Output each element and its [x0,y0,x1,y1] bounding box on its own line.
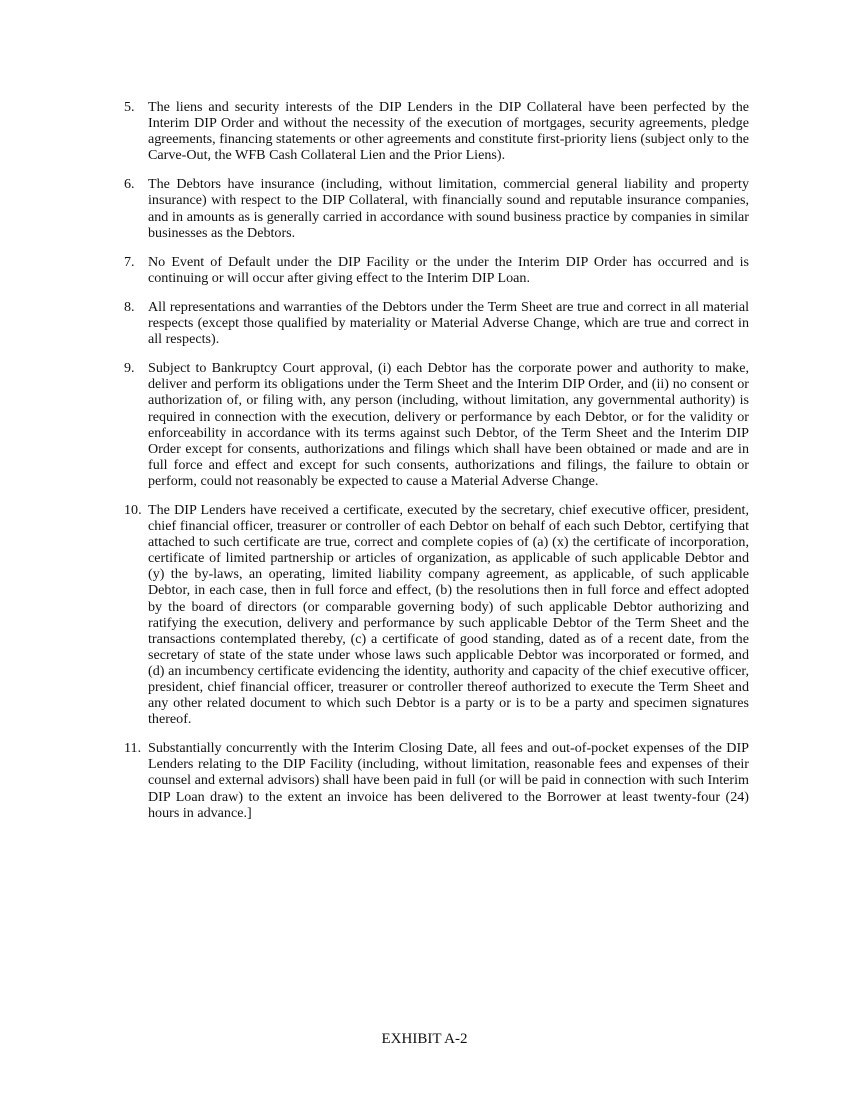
clause-text: Subject to Bankruptcy Court approval, (i) each Debtor has the corporate power and authority to make, deliver and perform its obligations under the Term Sheet and the Interim DIP Order, and (ii) no consent or authorization of, or filing with, any person (including, without limitation, any governmental authority) is required in connection with the execution, delivery or performance by each Debtor, or for the validity or enforceability in accordance with its terms against such Debtor, of the Term Sheet and the Interim DIP Order except for consents, authorizations and filings which shall have been obtained or made and are in full force and effect and except for such consents, authorizations and filings, the failure to obtain or perform, could not reasonably be expected to cause a Material Adverse Change. [148,360,749,489]
clause-11 [124,740,749,820]
clause-5 [124,99,749,163]
clause-text: The liens and security interests of the DIP Lenders in the DIP Collateral have been perfected by the Interim DIP Order and without the necessity of the execution of mortgages, security agreements, pledge agreements, financing statements or other agreements and constitute first-priority liens (subject only to the Carve-Out, the WFB Cash Collateral Lien and the Prior Liens). [148,99,749,164]
clause-number: 8. [124,298,135,315]
clause-number: 6. [124,176,135,193]
clause-9 [124,360,749,489]
clause-text: The DIP Lenders have received a certificate, executed by the secretary, chief executive officer, president, chief financial officer, treasurer or controller of each Debtor on behalf of each such Debtor, certifying that attached to such certificate are true, correct and complete copies of (a) (x) the certificate of incorporation, certificate of limited partnership or articles of organization, as applicable of such applicable Debtor and (y) the by-laws, an operating, limited liability company agreement, as applicable, of such applicable Debtor, in each case, then in full force and effect, (b) the resolutions then in full force and effect adopted by the board of directors (or comparable governing body) of such applicable Debtor authorizing and ratifying the execution, delivery and performance by such applicable Debtor of the Term Sheet and the transactions contemplated thereby, (c) a certificate of good standing, dated as of a recent date, from the secretary of state of the state under whose laws such applicable Debtor was incorporated or formed, and (d) an incumbency certificate evidencing the identity, authority and capacity of the chief executive officer, president, chief financial officer, treasurer or controller thereof authorized to execute the Term Sheet and any other related document to which such Debtor is a party or is to be a party and specimen signatures thereof. [148,501,749,728]
clause-text: No Event of Default under the DIP Facility or the under the Interim DIP Order has occurred and is continuing or will occur after giving effect to the Interim DIP Loan. [148,253,749,286]
clause-7 [124,254,749,286]
clause-text: The Debtors have insurance (including, without limitation, commercial general liability and property insurance) with respect to the DIP Collateral, with financially sound and reputable insurance companies, and in amounts as is generally carried in accordance with sound business practice by companies in similar businesses as the Debtors. [148,176,749,241]
clause-number: 5. [124,99,135,115]
clause-10 [124,502,749,727]
clause-list [124,99,749,834]
clause-number: 11. [124,740,142,757]
page-footer: EXHIBIT A-2 [381,1031,468,1047]
clause-6 [124,176,749,240]
clause-text: All representations and warranties of the Debtors under the Term Sheet are true and correct in all material respects (except those qualified by materiality or Material Adverse Change, which are true and correct in all respects). [148,298,749,348]
clause-number: 7. [124,253,135,270]
clause-number: 10. [124,501,142,518]
clause-number: 9. [124,360,135,377]
clause-text: Substantially concurrently with the Interim Closing Date, all fees and out-of-pocket expenses of the DIP Lenders relating to the DIP Facility (including, without limitation, reasonable fees and expenses of their counsel and external advisors) shall have been paid in full (or will be paid in connection with such Interim DIP Loan draw) to the extent an invoice has been delivered to the Borrower at least twenty-four (24) hours in advance.] [148,740,749,821]
clause-8 [124,299,749,347]
